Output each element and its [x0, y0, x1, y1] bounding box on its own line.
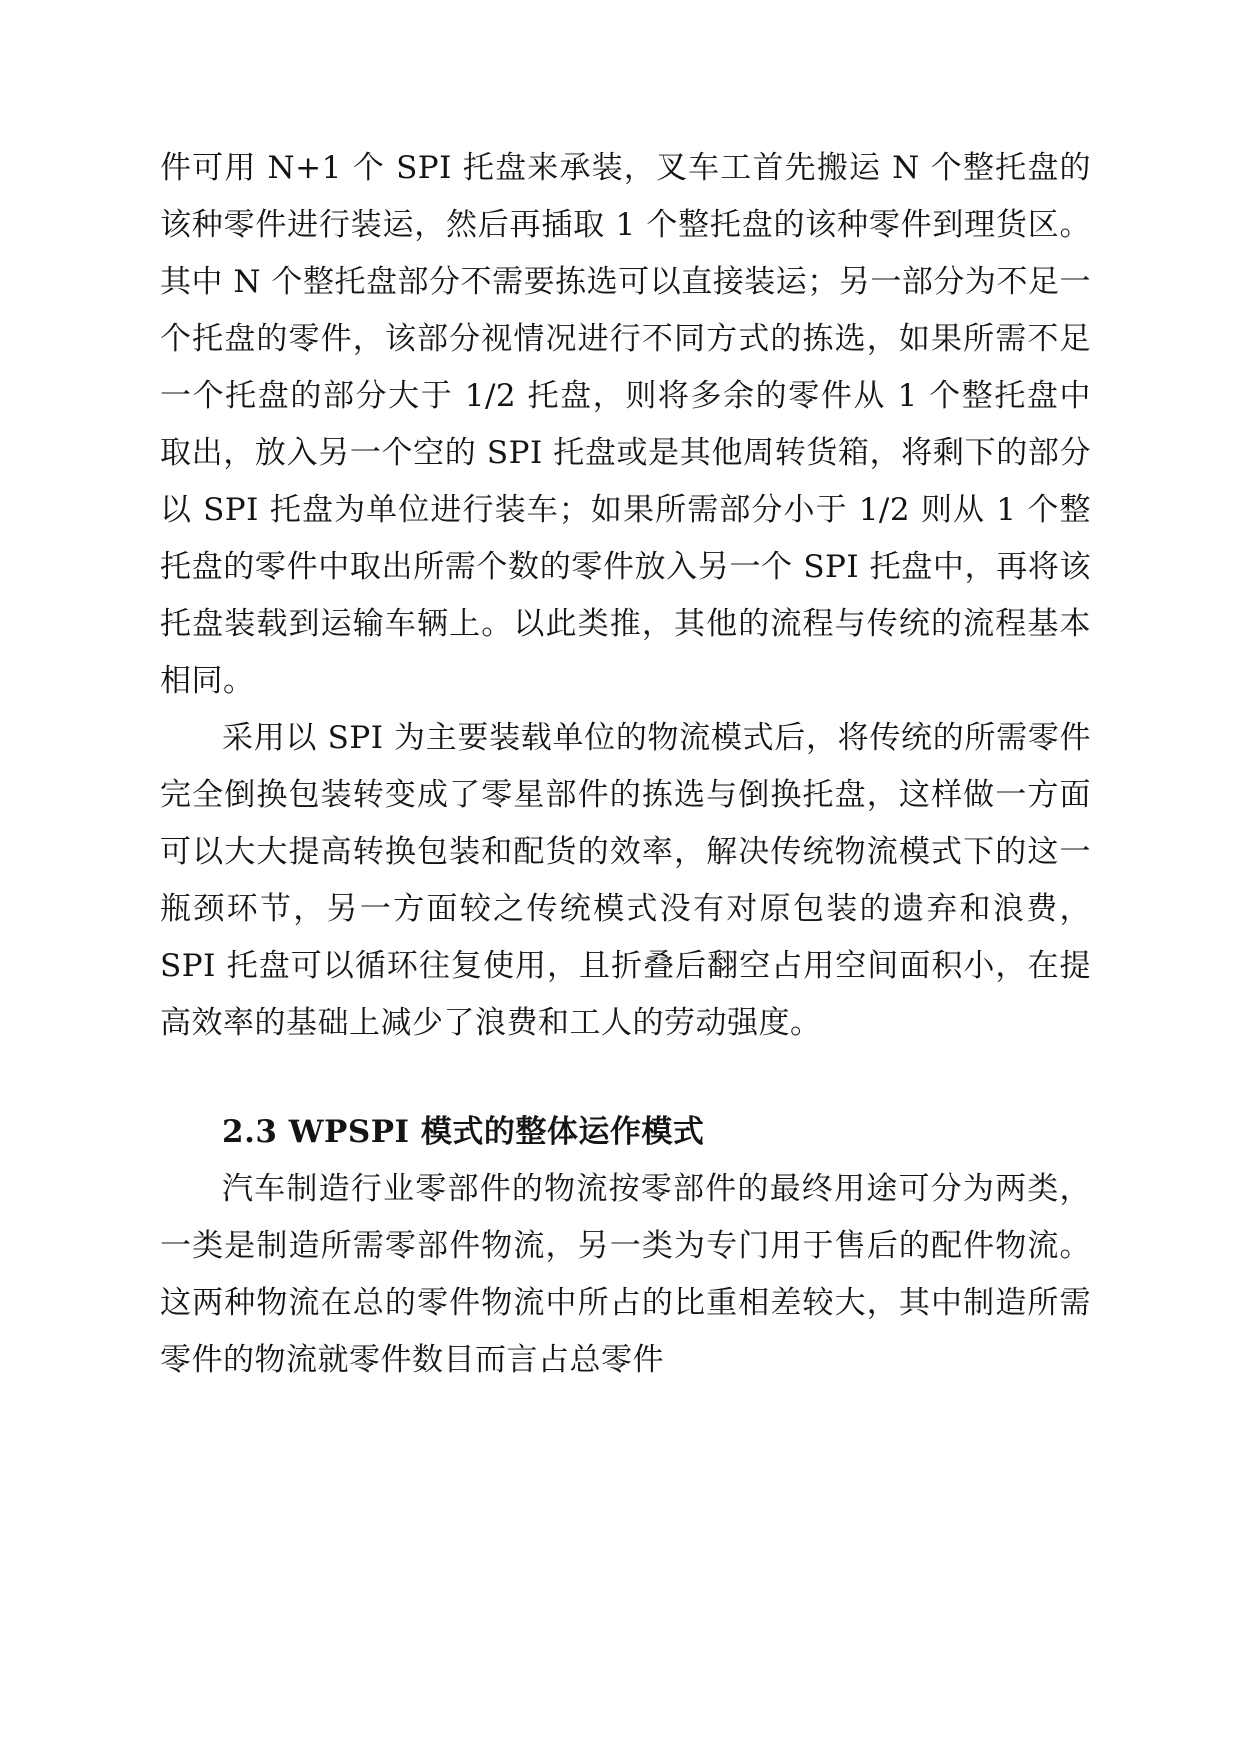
paragraph-1: 件可用 N+1 个 SPI 托盘来承装，叉车工首先搬运 N 个整托盘的该种零件进行装运，然后再插取 1 个整托盘的该种零件到理货区。其中 N 个整托盘部分不需要拣选可以直接装运；另一部分为不足一个托盘的零件，该部分视情况进行不同方式的拣选，如果所需不足一个托盘的部分大于 1/2 托盘，则将多余的零件从 1 个整托盘中取出，放入另一个空的 SPI 托盘或是其他周转货箱，将剩下的部分以 SPI 托盘为单位进行装车；如果所需部分小于 1/2 则从 1 个整托盘的零件中取出所需个数的零件放入另一个 SPI 托盘中，再将该托盘装载到运输车辆上。以此类推，其他的流程与传统的流程基本相同。	[160, 150, 1091, 699]
section-heading: 2.3 WPSPI 模式的整体运作模式	[222, 1114, 705, 1150]
paragraph-3: 汽车制造行业零部件的物流按零部件的最终用途可分为两类，一类是制造所需零部件物流，另一类为专门用于售后的配件物流。这两种物流在总的零件物流中所占的比重相差较大，其中制造所需零件的物流就零件数目而言占总零件	[160, 1171, 1091, 1378]
paragraph-2: 采用以 SPI 为主要装载单位的物流模式后，将传统的所需零件完全倒换包装转变成了零星部件的拣选与倒换托盘，这样做一方面可以大大提高转换包装和配货的效率，解决传统物流模式下的这一瓶颈环节，另一方面较之传统模式没有对原包装的遗弃和浪费，SPI 托盘可以循环往复使用，且折叠后翻空占用空间面积小，在提高效率的基础上减少了浪费和工人的劳动强度。	[160, 720, 1091, 1041]
